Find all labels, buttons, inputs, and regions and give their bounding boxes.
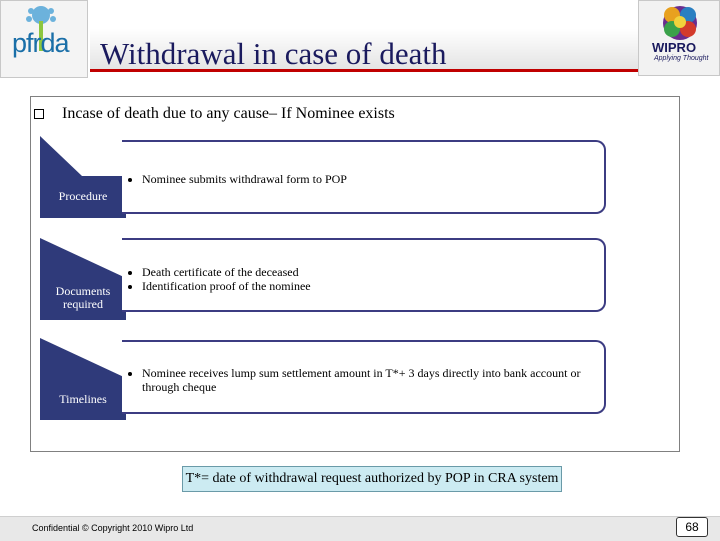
- step-label-procedure: Procedure: [58, 189, 108, 203]
- wipro-logo: [638, 0, 720, 76]
- pfrda-wordmark: pfrda: [12, 28, 69, 58]
- step-label-documents: Documents required: [55, 284, 111, 311]
- copyright-text: Confidential © Copyright 2010 Wipro Ltd: [32, 523, 194, 533]
- checkbox-icon: [34, 109, 44, 119]
- procedure-bullet: • Nominee submits withdrawal form to POP: [142, 172, 604, 186]
- footnote-box: T*= date of withdrawal request authorized by POP in CRA system: [182, 466, 562, 492]
- page-title: Withdrawal in case of death: [100, 36, 447, 71]
- documents-bullet-2: • Identification proof of the nominee: [142, 279, 604, 293]
- wipro-flower-icon: [639, 1, 719, 75]
- documents-box: [122, 238, 606, 312]
- page-number: 68: [676, 517, 708, 537]
- wipro-tagline: Applying Thought: [654, 55, 709, 62]
- chevron-procedure: [40, 136, 126, 218]
- timelines-box: [122, 340, 606, 414]
- step-label-timelines: Timelines: [59, 392, 107, 406]
- procedure-box: [122, 140, 606, 214]
- documents-bullet-1: • Death certificate of the deceased: [142, 265, 604, 279]
- intro-text: Incase of death due to any cause– If Nominee exists: [62, 105, 395, 122]
- timelines-bullet: • Nominee receives lump sum settlement amount in T*+ 3 days directly into bank account or through cheque: [142, 366, 584, 394]
- intro-heading: [34, 105, 395, 123]
- chevron-timelines: [40, 338, 126, 420]
- wipro-wordmark: WIPRO: [652, 40, 697, 55]
